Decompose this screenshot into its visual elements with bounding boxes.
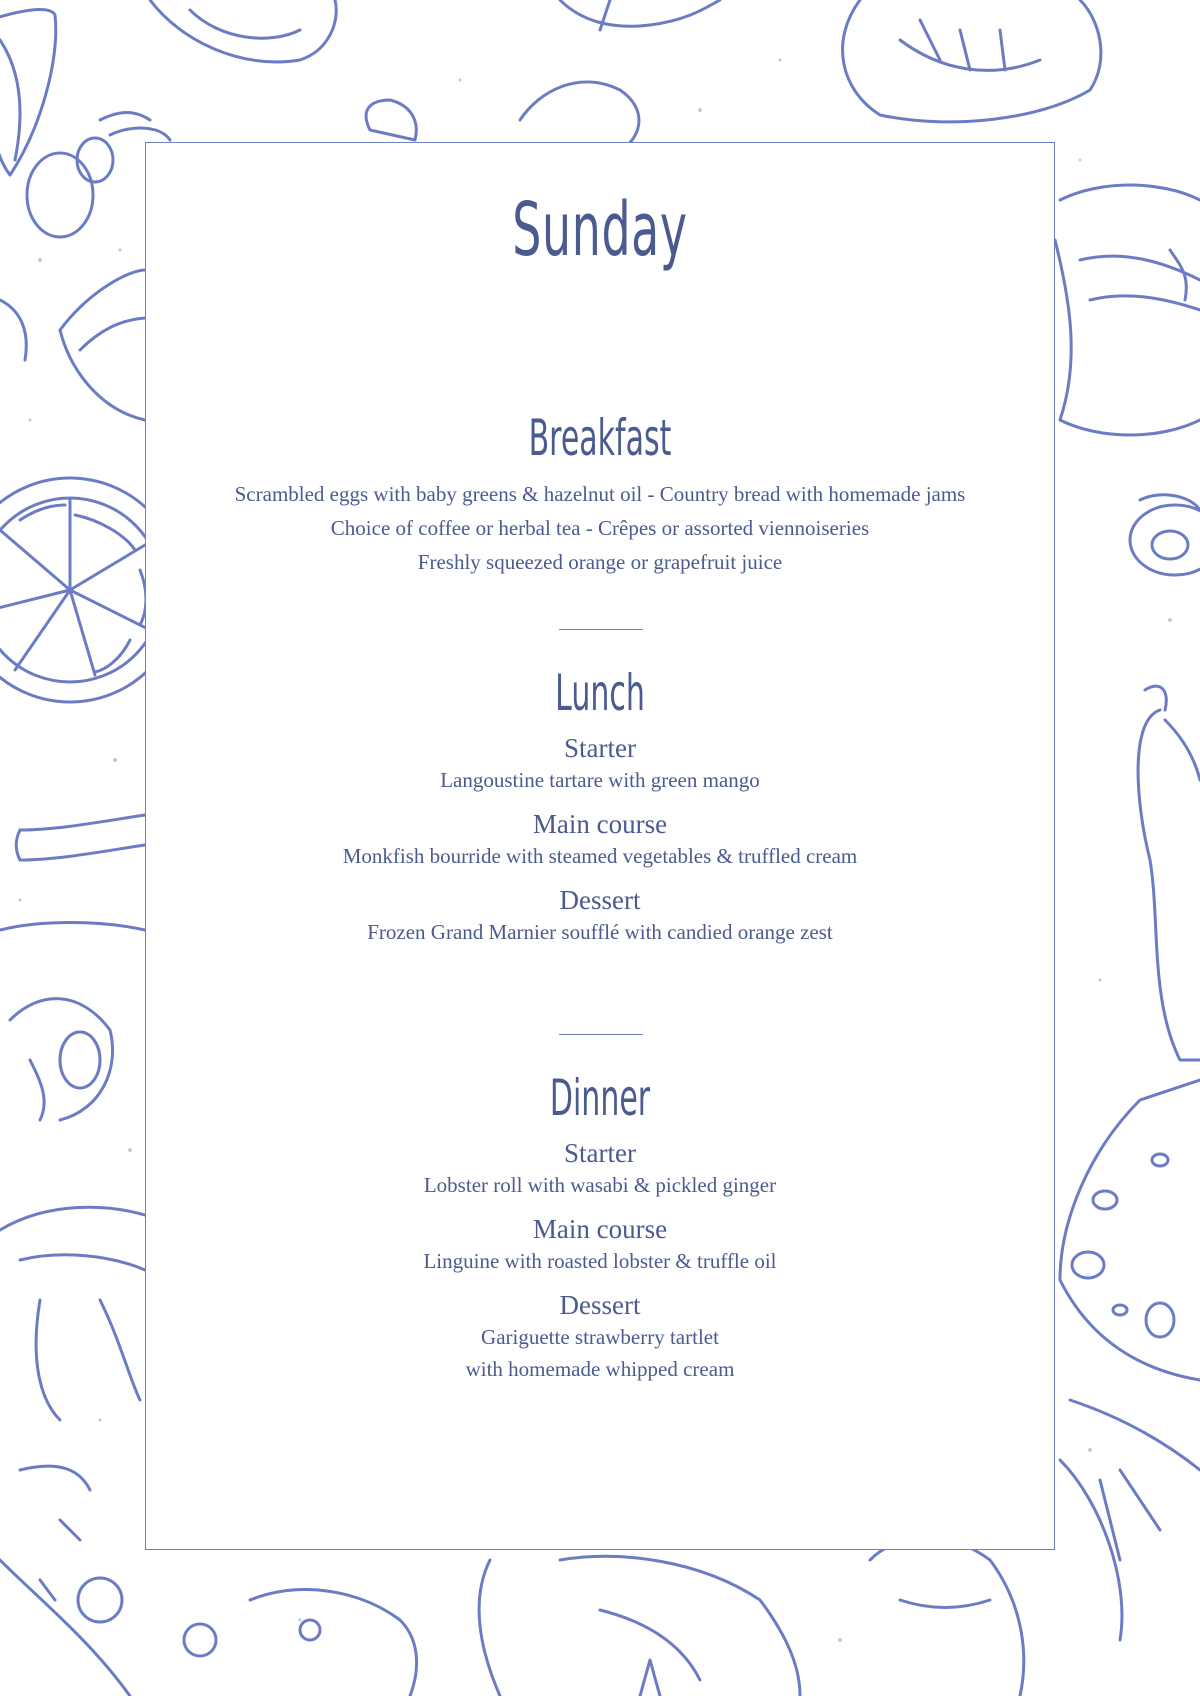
herb-sketch-icon	[560, 0, 720, 30]
section-divider	[559, 1034, 643, 1035]
cheese-wedge-sketch-icon	[366, 82, 639, 150]
lunch-starter-label: Starter	[564, 733, 636, 763]
day-title: Sunday	[512, 187, 688, 273]
croissant-sketch-icon	[843, 0, 1101, 122]
fig-sketch-icon	[479, 1556, 800, 1696]
lunch-dessert: Frozen Grand Marnier soufflé with candied orange zest	[367, 920, 833, 944]
egg-sketch-icon	[1130, 495, 1200, 575]
lunch-starter: Langoustine tartare with green mango	[440, 768, 760, 792]
dinner-main-label: Main course	[532, 1214, 668, 1244]
swiss-cheese-sketch-icon	[1060, 1080, 1200, 1380]
dinner-dessert-line: Gariguette strawberry tartlet	[481, 1325, 719, 1349]
dinner-main: Linguine with roasted lobster & truffle oil	[423, 1249, 777, 1273]
breakfast-line: Freshly squeezed orange or grapefruit juice	[417, 550, 783, 574]
lemon-sketch-icon	[1060, 1400, 1200, 1640]
lunch-main: Monkfish bourride with steamed vegetables & truffled cream	[342, 844, 858, 868]
bread-sketch-icon	[150, 0, 336, 62]
cheese-slice-sketch-icon	[0, 270, 145, 420]
dinner-section	[146, 1069, 1054, 1385]
carrot-sketch-icon	[16, 815, 145, 860]
dinner-starter: Lobster roll with wasabi & pickled ginger	[423, 1173, 777, 1197]
lunch-section	[146, 664, 1054, 948]
pear-sketch-icon	[1138, 686, 1200, 1060]
mushroom-sketch-icon	[870, 1538, 1024, 1696]
breakfast-title: Breakfast	[528, 409, 672, 467]
lunch-title: Lunch	[555, 664, 645, 722]
breakfast-line: Scrambled eggs with baby greens & hazelnut oil - Country bread with homemade jams	[234, 482, 966, 506]
bread-loaf-sketch-icon	[1055, 185, 1200, 435]
dinner-starter-label: Starter	[564, 1138, 636, 1168]
dinner-dessert-line: with homemade whipped cream	[465, 1357, 735, 1381]
section-divider	[559, 629, 643, 630]
lunch-main-label: Main course	[532, 809, 668, 839]
dinner-dessert-label: Dessert	[559, 1290, 641, 1320]
tomato-sketch-icon	[0, 923, 145, 1121]
lunch-dessert-label: Dessert	[559, 885, 641, 915]
leaf-sketch-icon	[0, 10, 56, 175]
mushroom-cap-sketch-icon	[0, 1207, 145, 1420]
dinner-title: Dinner	[549, 1069, 651, 1127]
breakfast-line: Choice of coffee or herbal tea - Crêpes or assorted viennoiseries	[330, 516, 870, 540]
menu-card	[145, 142, 1055, 1550]
breakfast-section	[146, 409, 1054, 579]
